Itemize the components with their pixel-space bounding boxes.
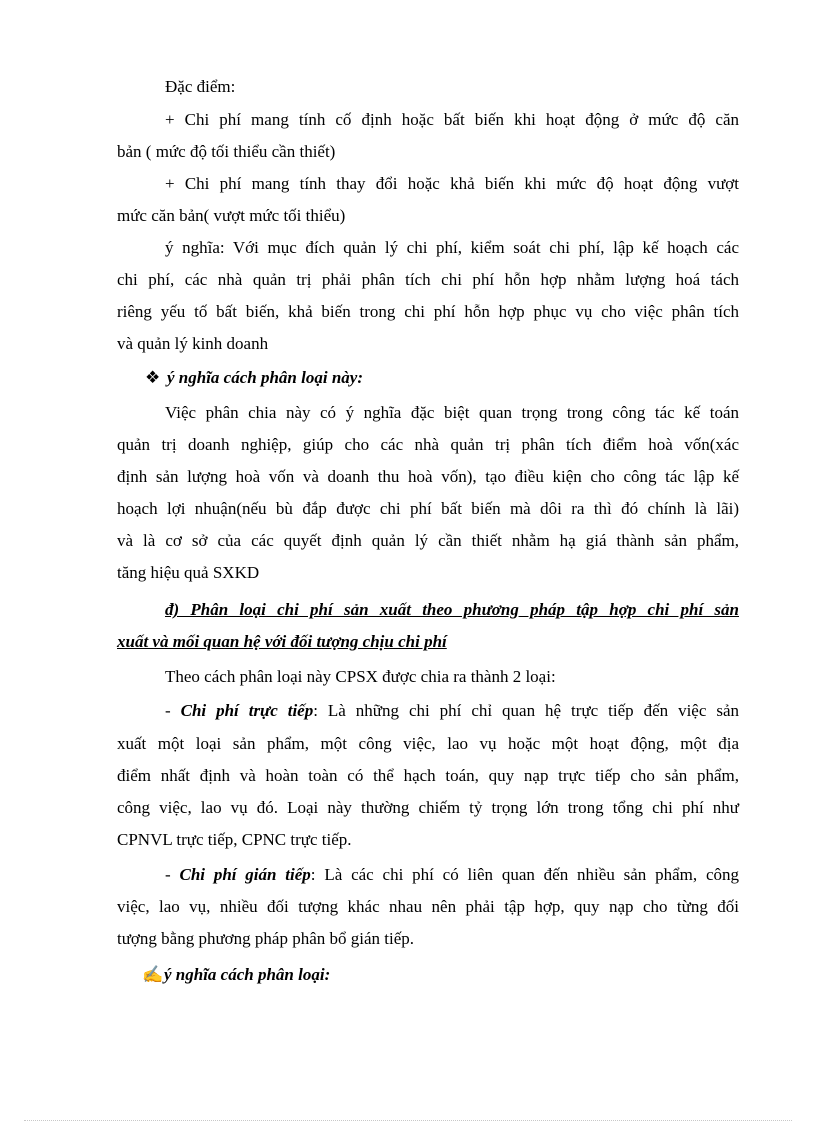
text-line: tượng bằng phương pháp phân bổ gián tiếp.	[117, 929, 415, 948]
section-heading-text: ý nghĩa cách phân loại:	[164, 965, 331, 984]
page-bottom-divider	[24, 1120, 792, 1121]
text-line: và là cơ sở của các quyết định quản lý cần thiết nhằm hạ giá thành sản phẩm,	[117, 531, 739, 550]
text-line	[165, 701, 739, 721]
text-line: quản trị doanh nghiệp, giúp cho các nhà quản trị phân tích điểm hoà vốn(xác	[117, 435, 739, 454]
text-run: : Là những chi phí chỉ quan hệ trực tiếp đến việc sản	[313, 701, 739, 720]
dash-prefix: -	[165, 865, 180, 884]
text-line: và quản lý kinh doanh	[117, 334, 269, 353]
term-direct-cost: Chi phí trực tiếp	[180, 701, 314, 720]
diamond-bullet-icon: ❖	[145, 368, 161, 387]
subsection-heading: xuất và mối quan hệ với đối tượng chịu chi phí	[117, 632, 447, 651]
section-heading	[142, 965, 739, 985]
text-line: bản ( mức độ tối thiểu cần thiết)	[117, 142, 336, 161]
text-line: riêng yếu tố bất biến, khả biến trong chi phí hỗn hợp phục vụ cho việc phân tích	[117, 302, 739, 321]
dash-prefix: -	[165, 701, 181, 720]
writing-hand-icon: ✍	[142, 965, 164, 984]
text-line: chi phí, các nhà quản trị phải phân tích chi phí hỗn hợp nhằm lượng hoá tách	[117, 270, 739, 289]
text-line: hoạch lợi nhuận(nếu bù đắp được chi phí bất biến mà dôi ra thì đó chính là lãi)	[117, 499, 739, 518]
text-line: mức căn bản( vượt mức tối thiểu)	[117, 206, 346, 225]
text-line: ý nghĩa: Với mục đích quản lý chi phí, kiểm soát chi phí, lập kế hoạch các	[165, 238, 739, 257]
text-line: việc, lao vụ, nhiều đối tượng khác nhau nên phải tập hợp, quy nạp cho từng đối	[117, 897, 739, 916]
text-line: định sản lượng hoà vốn và doanh thu hoà vốn), tạo điều kiện cho công tác lập kế	[117, 467, 739, 486]
text-line: xuất một loại sản phẩm, một công việc, lao vụ hoặc một hoạt động, một địa	[117, 734, 739, 753]
text-line: + Chi phí mang tính thay đổi hoặc khả biến khi mức độ hoạt động vượt	[165, 174, 739, 193]
text-line: Theo cách phân loại này CPSX được chia ra thành 2 loại:	[165, 667, 556, 686]
section-heading	[145, 368, 739, 388]
text-line: Đặc điểm:	[165, 77, 236, 96]
text-line: CPNVL trực tiếp, CPNC trực tiếp.	[117, 830, 352, 849]
text-line: + Chi phí mang tính cố định hoặc bất biến khi hoạt động ở mức độ căn	[165, 110, 739, 129]
term-indirect-cost: Chi phí gián tiếp	[179, 865, 311, 884]
section-heading-text: ý nghĩa cách phân loại này:	[167, 368, 363, 387]
text-line: Việc phân chia này có ý nghĩa đặc biệt quan trọng trong công tác kế toán	[165, 403, 739, 422]
text-line: điểm nhất định và hoàn toàn có thể hạch toán, quy nạp trực tiếp cho sản phẩm,	[117, 766, 739, 785]
text-line	[165, 865, 739, 885]
text-line: công việc, lao vụ đó. Loại này thường chiếm tỷ trọng lớn trong tổng chi phí như	[117, 798, 739, 817]
text-run: : Là các chi phí có liên quan đến nhiều sản phẩm, công	[310, 865, 739, 884]
subsection-heading: đ) Phân loại chi phí sản xuất theo phương pháp tập hợp chi phí sản	[165, 600, 739, 619]
text-line: tăng hiệu quả SXKD	[117, 563, 260, 582]
